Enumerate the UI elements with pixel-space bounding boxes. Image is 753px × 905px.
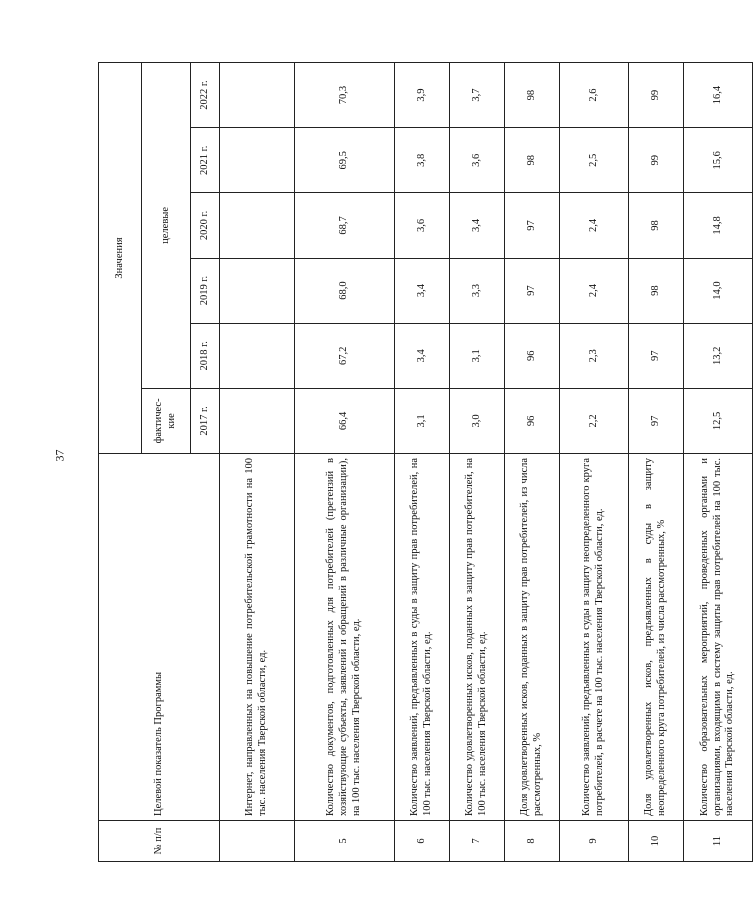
header-values: Значения bbox=[99, 63, 142, 454]
row-value bbox=[220, 128, 295, 193]
row-value: 68,0 bbox=[295, 258, 395, 323]
row-value: 97 bbox=[629, 388, 684, 453]
row-value: 2,5 bbox=[560, 128, 629, 193]
row-value: 70,3 bbox=[295, 63, 395, 128]
header-target: целевые bbox=[142, 63, 191, 389]
header-year: 2021 г. bbox=[191, 128, 220, 193]
row-name: Доля удовлетворенных исков, предъявленных в суды в защиту неопределенного круга потребителей, из числа рассмотренных, % bbox=[629, 454, 684, 821]
table-row bbox=[684, 63, 753, 862]
row-name: Количество заявлений, предъявленных в суды в защиту неопределенного круга потребителей, в расчете на 100 тыс. населения Тверской области, ед. bbox=[560, 454, 629, 821]
row-value: 2,3 bbox=[560, 323, 629, 388]
row-value: 98 bbox=[629, 193, 684, 258]
row-value: 3,9 bbox=[395, 63, 450, 128]
row-value: 98 bbox=[505, 63, 560, 128]
table-row bbox=[560, 63, 629, 862]
row-value: 69,5 bbox=[295, 128, 395, 193]
row-value bbox=[220, 388, 295, 453]
row-name: Доля удовлетворенных исков, поданных в защиту прав потребителей, из числа рассмотренных, % bbox=[505, 454, 560, 821]
header-num: № п/п bbox=[99, 821, 220, 862]
row-value: 2,4 bbox=[560, 258, 629, 323]
row-value: 2,2 bbox=[560, 388, 629, 453]
row-value: 98 bbox=[629, 258, 684, 323]
header-year: 2018 г. bbox=[191, 323, 220, 388]
row-value: 3,6 bbox=[395, 193, 450, 258]
row-value: 66,4 bbox=[295, 388, 395, 453]
row-value: 98 bbox=[505, 128, 560, 193]
header-year: 2020 г. bbox=[191, 193, 220, 258]
row-value: 3,8 bbox=[395, 128, 450, 193]
header-year: 2017 г. bbox=[191, 388, 220, 453]
row-value: 68,7 bbox=[295, 193, 395, 258]
page-number: 37 bbox=[52, 449, 67, 462]
row-value: 14,8 bbox=[684, 193, 753, 258]
row-value: 2,6 bbox=[560, 63, 629, 128]
row-value: 13,2 bbox=[684, 323, 753, 388]
row-value: 97 bbox=[505, 193, 560, 258]
row-value: 99 bbox=[629, 128, 684, 193]
header-year: 2019 г. bbox=[191, 258, 220, 323]
table-row bbox=[395, 63, 450, 862]
row-value: 3,3 bbox=[450, 258, 505, 323]
table-row bbox=[629, 63, 684, 862]
row-num: 7 bbox=[450, 821, 505, 862]
row-value: 96 bbox=[505, 388, 560, 453]
row-value: 3,0 bbox=[450, 388, 505, 453]
table-row bbox=[295, 63, 395, 862]
row-value bbox=[220, 323, 295, 388]
row-value: 67,2 bbox=[295, 323, 395, 388]
row-num: 6 bbox=[395, 821, 450, 862]
row-value: 3,6 bbox=[450, 128, 505, 193]
row-value bbox=[220, 193, 295, 258]
header-year: 2022 г. bbox=[191, 63, 220, 128]
row-value: 3,4 bbox=[395, 323, 450, 388]
row-value bbox=[220, 258, 295, 323]
row-num: 8 bbox=[505, 821, 560, 862]
row-value: 2,4 bbox=[560, 193, 629, 258]
row-value: 3,1 bbox=[450, 323, 505, 388]
row-value: 14,0 bbox=[684, 258, 753, 323]
row-value: 15,6 bbox=[684, 128, 753, 193]
row-num: 9 bbox=[560, 821, 629, 862]
row-name: Количество документов, подготовленных для потребителей (претензий в хозяйствующие субъекты, заявлений и обращений в различные организации), на 100 тыс. населения Тверской области, ед. bbox=[295, 454, 395, 821]
row-value: 3,7 bbox=[450, 63, 505, 128]
row-name: Интернет, направленных на повышение потребительской грамотности на 100 тыс. населения Тверской области, ед. bbox=[220, 454, 295, 821]
row-value: 97 bbox=[629, 323, 684, 388]
indicators-table bbox=[98, 62, 753, 862]
header-indicator: Целевой показатель Программы bbox=[99, 454, 220, 821]
row-num bbox=[220, 821, 295, 862]
rotated-table-container bbox=[98, 62, 736, 862]
row-value: 3,4 bbox=[395, 258, 450, 323]
table-row bbox=[505, 63, 560, 862]
row-num: 11 bbox=[684, 821, 753, 862]
row-num: 5 bbox=[295, 821, 395, 862]
row-name: Количество заявлений, предъявленных в суды в защиту прав потребителей, на 100 тыс. населения Тверской области, ед. bbox=[395, 454, 450, 821]
row-name: Количество образовательных мероприятий, проведенных органами и организациями, входящими в систему защиты прав потребителей на 100 тыс. населения Тверской области, ед. bbox=[684, 454, 753, 821]
row-name: Количество удовлетворенных исков, поданных в защиту прав потребителей, на 100 тыс. населения Тверской области, ед. bbox=[450, 454, 505, 821]
row-value: 16,4 bbox=[684, 63, 753, 128]
table-row bbox=[450, 63, 505, 862]
row-value: 3,1 bbox=[395, 388, 450, 453]
row-value: 3,4 bbox=[450, 193, 505, 258]
row-num: 10 bbox=[629, 821, 684, 862]
row-value: 12,5 bbox=[684, 388, 753, 453]
row-value: 99 bbox=[629, 63, 684, 128]
row-value: 96 bbox=[505, 323, 560, 388]
header-actual: фактичес-кие bbox=[142, 388, 191, 453]
table-row bbox=[220, 63, 295, 862]
row-value: 97 bbox=[505, 258, 560, 323]
row-value bbox=[220, 63, 295, 128]
